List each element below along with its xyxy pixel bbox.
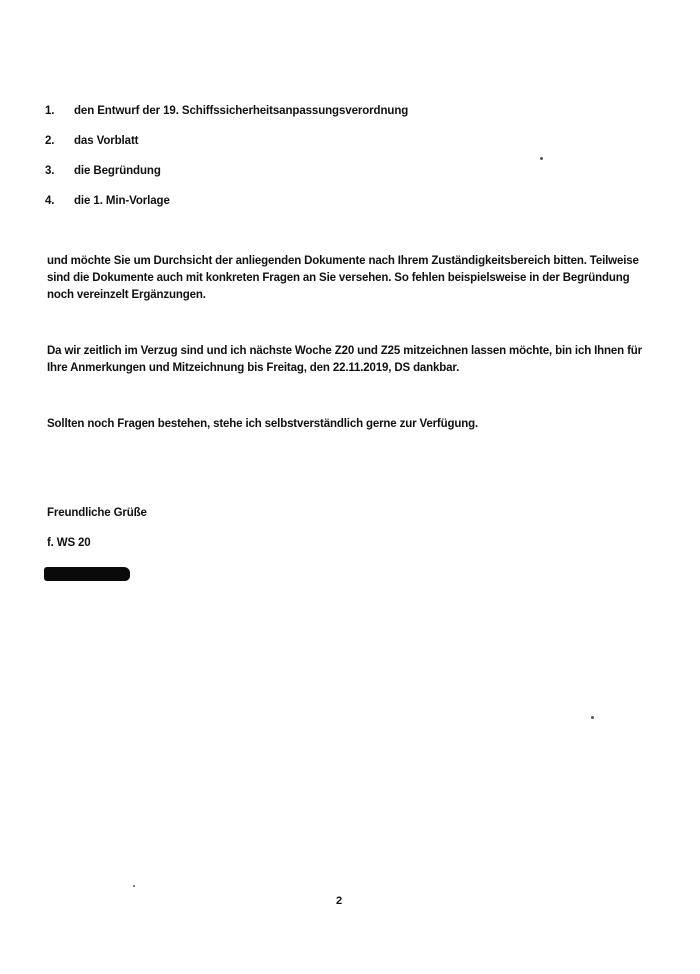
page-number: 2 (336, 895, 343, 907)
paragraph-deadline: Da wir zeitlich im Verzug sind und ich nächste Woche Z20 und Z25 mitzeichnen lassen möchte, bin ich Ihnen für Ihre Anmerkungen und Mitzeichnung bis Freitag, den 22.11.2019, DS dankbar. (47, 345, 642, 374)
list-number: 2. (45, 135, 55, 147)
list-number: 3. (45, 165, 55, 177)
paragraph-questions: Sollten noch Fragen bestehen, stehe ich selbstverständlich gerne zur Verfügung. (47, 418, 478, 430)
closing-signature: f. WS 20 (47, 537, 91, 549)
closing-greeting: Freundliche Grüße (47, 507, 147, 519)
list-number: 1. (45, 105, 55, 117)
scan-speck (133, 885, 135, 887)
list-text: die Begründung (74, 165, 161, 177)
list-text: den Entwurf der 19. Schiffssicherheitsanpassungsverordnung (74, 105, 409, 117)
paragraph-review-request: und möchte Sie um Durchsicht der anliegenden Dokumente nach Ihrem Zuständigkeitsbereich bitten. Teilweise sind die Dokumente auch mit konkreten Fragen an Sie versehen. So fehlen beispielsweise in der Begründung noch vereinzelt Ergänzungen. (47, 255, 639, 301)
scan-speck (591, 716, 594, 719)
list-text: das Vorblatt (74, 135, 139, 147)
scan-speck (540, 157, 543, 160)
list-number: 4. (45, 195, 55, 207)
list-text: die 1. Min-Vorlage (74, 195, 170, 207)
redacted-name (44, 567, 130, 581)
